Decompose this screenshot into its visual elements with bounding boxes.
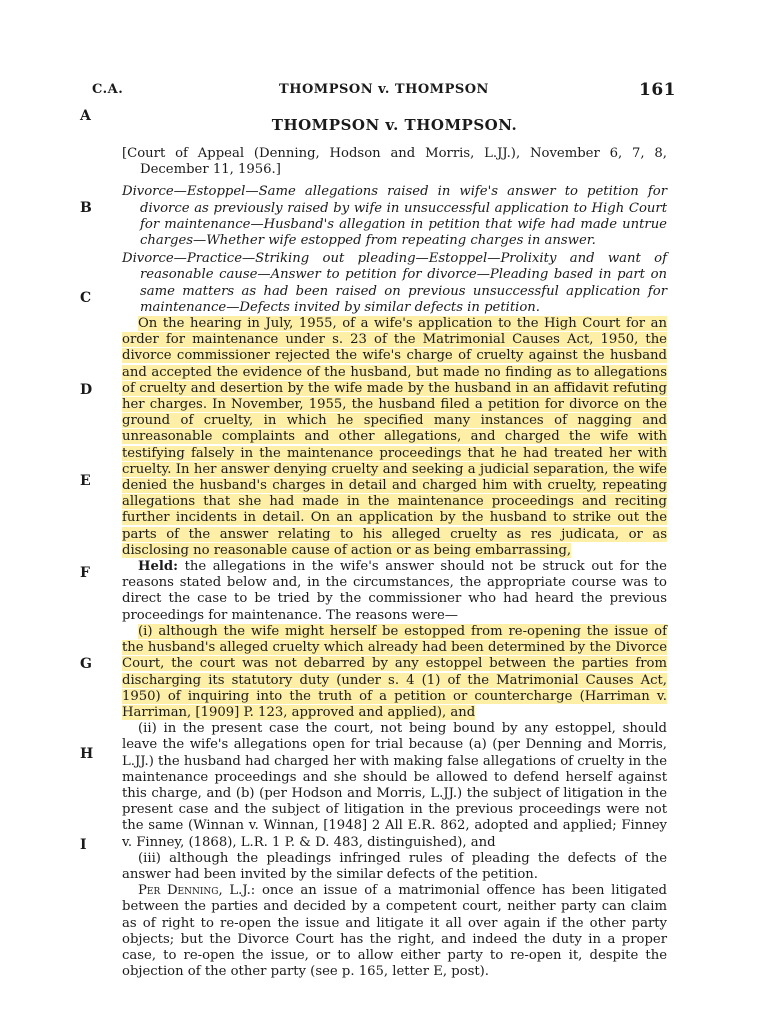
reason-three: (iii) although the pleadings infringed rules of pleading the defects of the answer had been invited by the similar defects of the petition. xyxy=(122,850,667,882)
catchword-estoppel: Divorce—Estoppel—Same allegations raised in wife's answer to petition for divorce as previously raised by wife in unsuccessful application to High Court for maintenance—Husband's allegation in petition that wife had made untrue charges—Whether wife estopped from repeating charges in answer. xyxy=(122,184,667,249)
running-header-title: THOMPSON v. THOMPSON xyxy=(279,82,489,97)
running-header-left: C.A. xyxy=(92,82,124,97)
case-title: THOMPSON v. THOMPSON. xyxy=(271,116,518,134)
margin-letter-g: G xyxy=(80,656,92,672)
per-denning-label: Per Denning, L.J.: xyxy=(138,883,256,899)
headnote xyxy=(122,316,667,559)
margin-letter-e: E xyxy=(80,473,91,489)
margin-letter-h: H xyxy=(80,746,94,762)
catchword-practice: Divorce—Practice—Striking out pleading—Estoppel—Prolixity and want of reasonable cause—Answer to petition for divorce—Pleading based in part on same matters as had been raised on previous unsuccessful application for maintenance—Defects invited by similar defects in petition. xyxy=(122,251,667,315)
held-paragraph xyxy=(122,559,667,624)
margin-letter-a: A xyxy=(80,108,91,124)
margin-letter-f: F xyxy=(80,565,90,581)
per-denning-text: once an issue of a matrimonial offence has been litigated between the parties and decided by a competent court, neither party can claim as of right to re-open the issue and litigate it all over again if the other party objects; but the Divorce Court has the right, and indeed the duty in a proper case, to re-open the issue, or to allow either party to re-open it, despite the objection of the other party (see p. 165, letter E, post). xyxy=(122,883,667,980)
held-label: Held: xyxy=(138,559,178,575)
reason-two: (ii) in the present case the court, not being bound by any estoppel, should leave the wife's allegations open for trial because (a) (per Denning and Morris, L.JJ.) the husband had charged her with making false allegations of cruelty in the maintenance proceedings and she should be allowed to defend herself against this charge, and (b) (per Hodson and Morris, L.JJ.) the subject of litigation in the present case and the subject of litigation in the previous proceedings were not the same (Winnan v. Winnan, [1948] 2 All E.R. 862, adopted and applied; Finney v. Finney, (1868), L.R. 1 P. & D. 483, distinguished), and xyxy=(122,721,667,850)
reason-one xyxy=(122,624,667,721)
body-text xyxy=(122,146,667,980)
per-denning-paragraph xyxy=(122,883,667,980)
margin-letter-i: I xyxy=(80,837,87,853)
page-number: 161 xyxy=(639,80,676,100)
margin-letter-d: D xyxy=(80,382,93,398)
margin-letter-c: C xyxy=(80,290,92,306)
reason-one-highlight: (i) although the wife might herself be estopped from re-opening the issue of the husband's alleged cruelty which already had been determined by the Divorce Court, the court was not debarred by any estoppel between the parties from discharging its statutory duty (under s. 4 (1) of the Matrimonial Causes Act, 1950) of inquiring into the truth of a petition or countercharge (Harriman v. Harriman, [1909] P. 123, approved and applied), and xyxy=(122,623,667,720)
held-text: the allegations in the wife's answer should not be struck out for the reasons stated below and, in the circumstances, the appropriate course was to direct the case to be tried by the commissioner who had heard the previous proceedings for maintenance. The reasons were— xyxy=(122,559,667,623)
margin-letter-b: B xyxy=(80,200,92,216)
headnote-highlight: On the hearing in July, 1955, of a wife's application to the High Court for an order for maintenance under s. 23 of the Matrimonial Causes Act, 1950, the divorce commissioner rejected the wife's charge of cruelty against the husband and accepted the evidence of the husband, but made no finding as to allegations of cruelty and desertion by the wife made by the husband in an affidavit refuting her charges. In November, 1955, the husband filed a petition for divorce on the ground of cruelty, in which he specified many instances of nagging and unreasonable complaints and other allegations, and charged the wife with testifying falsely in the maintenance proceedings that he had treated her with cruelty. In her answer denying cruelty and seeking a judicial separation, the wife denied the husband's charges in detail and charged him with cruelty, repeating allegations that she had made in the maintenance proceedings and reciting further incidents in detail. On an application by the husband to strike out the parts of the answer relating to his alleged cruelty as res judicata, or as disclosing no reasonable cause of action or as being embarrassing, xyxy=(122,316,667,558)
court-line: [Court of Appeal (Denning, Hodson and Morris, L.JJ.), November 6, 7, 8, December 11, 1956.] xyxy=(122,146,667,178)
